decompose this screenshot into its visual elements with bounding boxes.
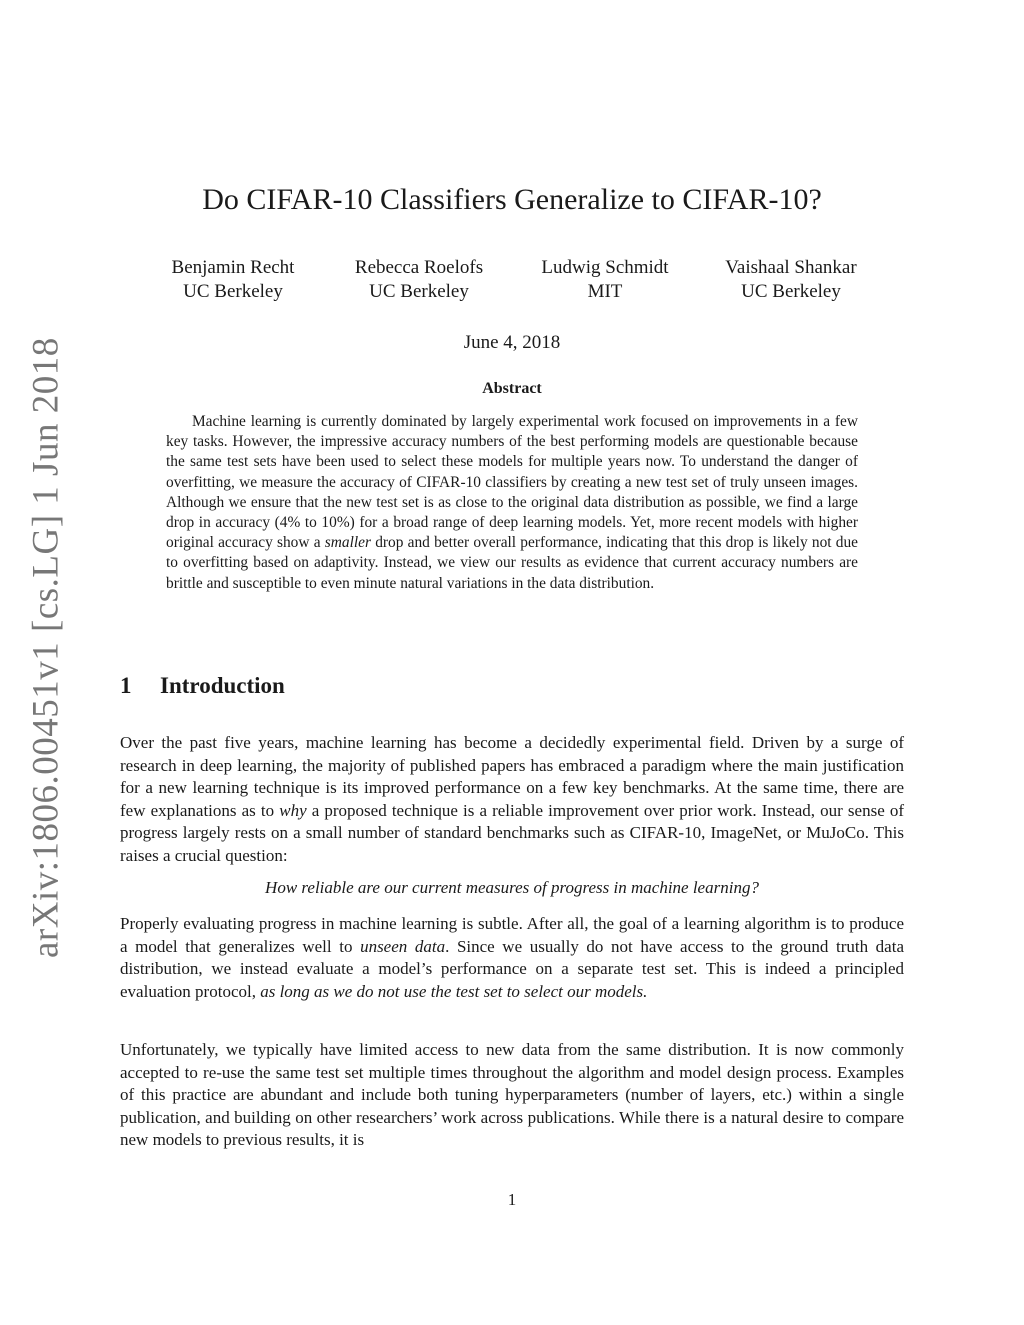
intro-paragraph: Unfortunately, we typically have limited access to new data from the same distribution. It is now commonly accepted to re-use the same test set multiple times throughout the algorithm and model design process. Examples of this practice are abundant and include both tuning hyperparameters (number of layers, etc.) within a single publication, and building on other researchers’ work across publications. While there is a natural desire to compare new models to previous results, it is (120, 1040, 904, 1150)
abstract-text-part: Machine learning is currently dominated by largely experimental work focused on improvements in a few key tasks. However, the impressive accuracy numbers of the best performing models are questionable because the same test sets have been used to select these models for multiple years now. To understand the danger of overfitting, we measure the accuracy of CIFAR-10 classifiers by creating a new test set of truly unseen images. Although we ensure that the new test set is as close to the original data distribution as possible, we find a large drop in accuracy (4% to 10%) for a broad range of deep learning models. Yet, more recent models with higher original accuracy show a (166, 413, 858, 552)
author-name: Benjamin Recht (171, 257, 295, 278)
author-name: Vaishaal Shankar (725, 257, 857, 278)
author-block (326, 256, 512, 304)
abstract-text (166, 412, 858, 594)
abstract-text-part: drop and better overall performance, indicating that this drop is likely not due to overfitting based on adaptivity. Instead, we view our results as evidence that current accuracy numbers are brittle and susceptible to even minute natural variations in the data distribution. (166, 534, 858, 592)
arxiv-identifier: arXiv:1806.00451v1 [cs.LG] 1 Jun 2018 (25, 337, 67, 959)
paragraph-text: a proposed technique is a reliable improvement over prior work. Instead, our sense of progress largely rests on a small number of standard benchmarks such as CIFAR-10, ImageNet, or MuJoCo. This raises a crucial question: (120, 800, 905, 865)
author-block (698, 256, 884, 304)
section-title: Introduction (160, 673, 285, 698)
author-list (140, 256, 884, 304)
intro-paragraph (120, 913, 904, 1003)
paper-title: Do CIFAR-10 Classifiers Generalize to CIFAR-10? (202, 183, 822, 216)
paragraph-text: Properly evaluating progress in machine learning is subtle. After all, the goal of a learning algorithm is to produce a model that generalizes well to (120, 914, 904, 956)
author-name: Ludwig Schmidt (541, 257, 669, 278)
publication-date: June 4, 2018 (463, 332, 561, 353)
paragraph-text: Over the past five years, machine learning has become a decidedly experimental field. Driven by a surge of research in deep learning, the majority of published papers has embraced a paradigm where the main justification for a new learning technique is its improved performance on a few key benchmarks. At the same time, there are few explanations as to (120, 733, 904, 820)
author-block (140, 256, 326, 304)
paragraph-emphasis: unseen data (360, 936, 446, 956)
central-question: How reliable are our current measures of progress in machine learning? (265, 878, 759, 897)
abstract-emphasis: smaller (324, 534, 371, 552)
paragraph-text: . Since we usually do not have access to the ground truth data distribution, we instead evaluate a model’s performance on a separate test set. This is indeed a principled evaluation protocol, (120, 936, 904, 1001)
page-number: 1 (507, 1190, 517, 1209)
author-affiliation: MIT (587, 281, 623, 302)
abstract-heading: Abstract (482, 380, 542, 397)
author-affiliation: UC Berkeley (741, 281, 841, 302)
author-block (512, 256, 698, 304)
paragraph-emphasis: why (279, 800, 307, 820)
section-number: 1 (120, 673, 132, 698)
section-heading-introduction (120, 673, 285, 699)
intro-paragraph (120, 732, 904, 868)
paragraph-emphasis: as long as we do not use the test set to select our models. (260, 981, 648, 1001)
author-name: Rebecca Roelofs (354, 257, 484, 278)
author-affiliation: UC Berkeley (369, 281, 469, 302)
author-affiliation: UC Berkeley (183, 281, 283, 302)
